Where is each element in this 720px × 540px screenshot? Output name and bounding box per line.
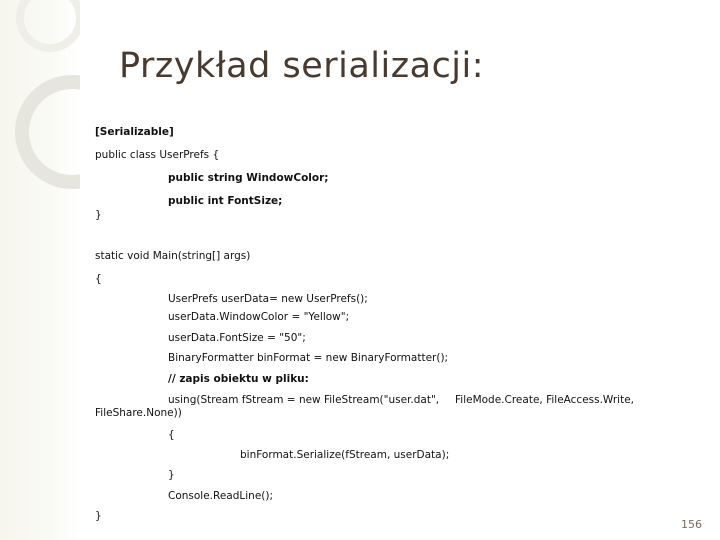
decorative-rings: [0, 0, 80, 540]
code-line-using-part1: using(Stream fStream = new FileStream("user.dat",: [168, 394, 440, 406]
code-line-new-userprefs: UserPrefs userData= new UserPrefs();: [168, 293, 368, 305]
code-line-using-open: {: [168, 429, 175, 441]
code-line-main-close: }: [95, 510, 102, 522]
code-line-set-windowcolor: userData.WindowColor = "Yellow";: [168, 311, 350, 323]
code-line-using-part2: FileMode.Create, FileAccess.Write,: [455, 394, 634, 406]
code-line-class-decl: public class UserPrefs {: [95, 149, 220, 161]
code-line-serialize: binFormat.Serialize(fStream, userData);: [240, 449, 450, 461]
decor-ring-large: [22, 82, 80, 182]
code-line-main-decl: static void Main(string[] args): [95, 250, 251, 262]
code-line-attribute: [Serializable]: [95, 126, 174, 138]
decor-ring-top: [20, 0, 80, 48]
code-line-readline: Console.ReadLine();: [168, 490, 274, 502]
code-line-binformatter: BinaryFormatter binFormat = new BinaryFormatter();: [168, 352, 449, 364]
slide-title: Przykład serializacji:: [119, 46, 485, 86]
code-line-using-close: }: [168, 469, 175, 481]
code-line-field-fontsize: public int FontSize;: [168, 195, 283, 207]
page-number: 156: [681, 518, 702, 531]
code-line-using-part3: FileShare.None)): [95, 407, 182, 419]
code-line-class-close: }: [95, 209, 102, 221]
code-line-main-open: {: [95, 273, 102, 285]
code-line-comment: // zapis obiektu w pliku:: [168, 373, 309, 385]
code-line-set-fontsize: userData.FontSize = "50";: [168, 332, 306, 344]
code-line-field-windowcolor: public string WindowColor;: [168, 172, 329, 184]
